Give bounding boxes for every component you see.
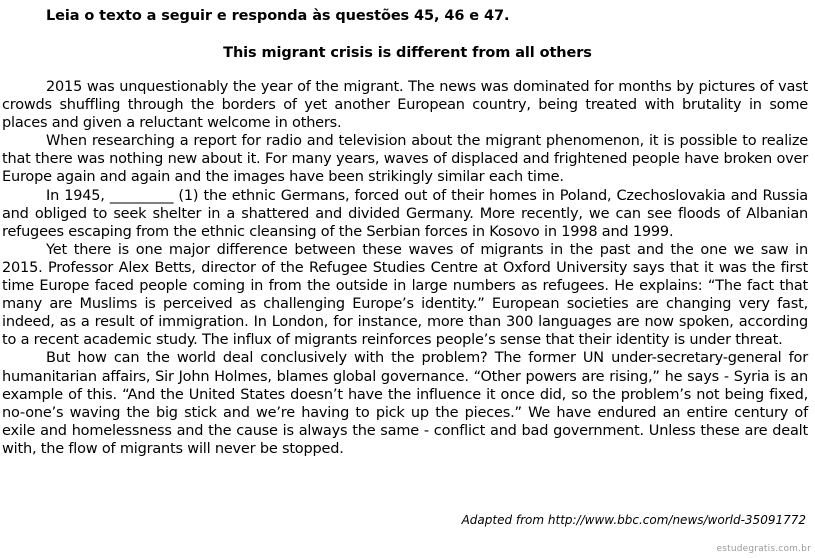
paragraph-5: But how can the world deal conclusively with the problem? The former UN under-secretary-general for humanitarian affairs, Sir John Holmes, blames global governance. “Other powers are rising,” he says - Syria is an example of this. “And the United States doesn’t have the influence it once did, so the problem’s not being fixed, no-one’s waving the big stick and we’re having to pick up the pieces.” We have endured an entire century of exile and homelessness and the cause is always the same - conflict and bad government. Unless these are dealt with, the flow of migrants will never be stopped. xyxy=(2,350,808,457)
paragraph-4: Yet there is one major difference between these waves of migrants in the past and the one we saw in 2015. Professor Alex Betts, director of the Refugee Studies Centre at Oxford University says that it was the first time Europe faced people coming in from the outside in large numbers as refugees. He explains: “The fact that many are Muslims is perceived as challenging Europe’s identity.” European societies are changing very fast, indeed, as a result of immigration. In London, for instance, more than 300 languages are now spoken, according to a recent academic study. The influx of migrants reinforces people’s sense that their identity is under threat. xyxy=(2,241,808,349)
paragraph-1: 2015 was unquestionably the year of the migrant. The news was dominated for months by pictures of vast crowds shuffling through the borders of yet another European country, being treated with brutality in some places and given a reluctant welcome in others. xyxy=(2,79,808,132)
source-citation: Adapted from http://www.bbc.com/news/world-35091772 xyxy=(461,513,806,527)
article-title: This migrant crisis is different from all others xyxy=(223,45,592,61)
site-watermark: estudegratis.com.br xyxy=(716,544,811,554)
article-body xyxy=(2,78,808,458)
paragraph-3: In 1945, _________ (1) the ethnic Germans, forced out of their homes in Poland, Czechoslovakia and Russia and obliged to seek shelter in a shattered and divided Germany. More recently, we can see floods of Albanian refugees escaping from the ethnic cleansing of the Serbian forces in Kosovo in 1998 and 1999. xyxy=(2,187,808,240)
paragraph-2: When researching a report for radio and television about the migrant phenomenon, it is possible to realize that there was nothing new about it. For many years, waves of displaced and frightened people have broken over Europe again and again and the images have been strikingly similar each time. xyxy=(2,133,808,186)
instruction-heading: Leia o texto a seguir e responda às questões 45, 46 e 47. xyxy=(46,8,510,24)
